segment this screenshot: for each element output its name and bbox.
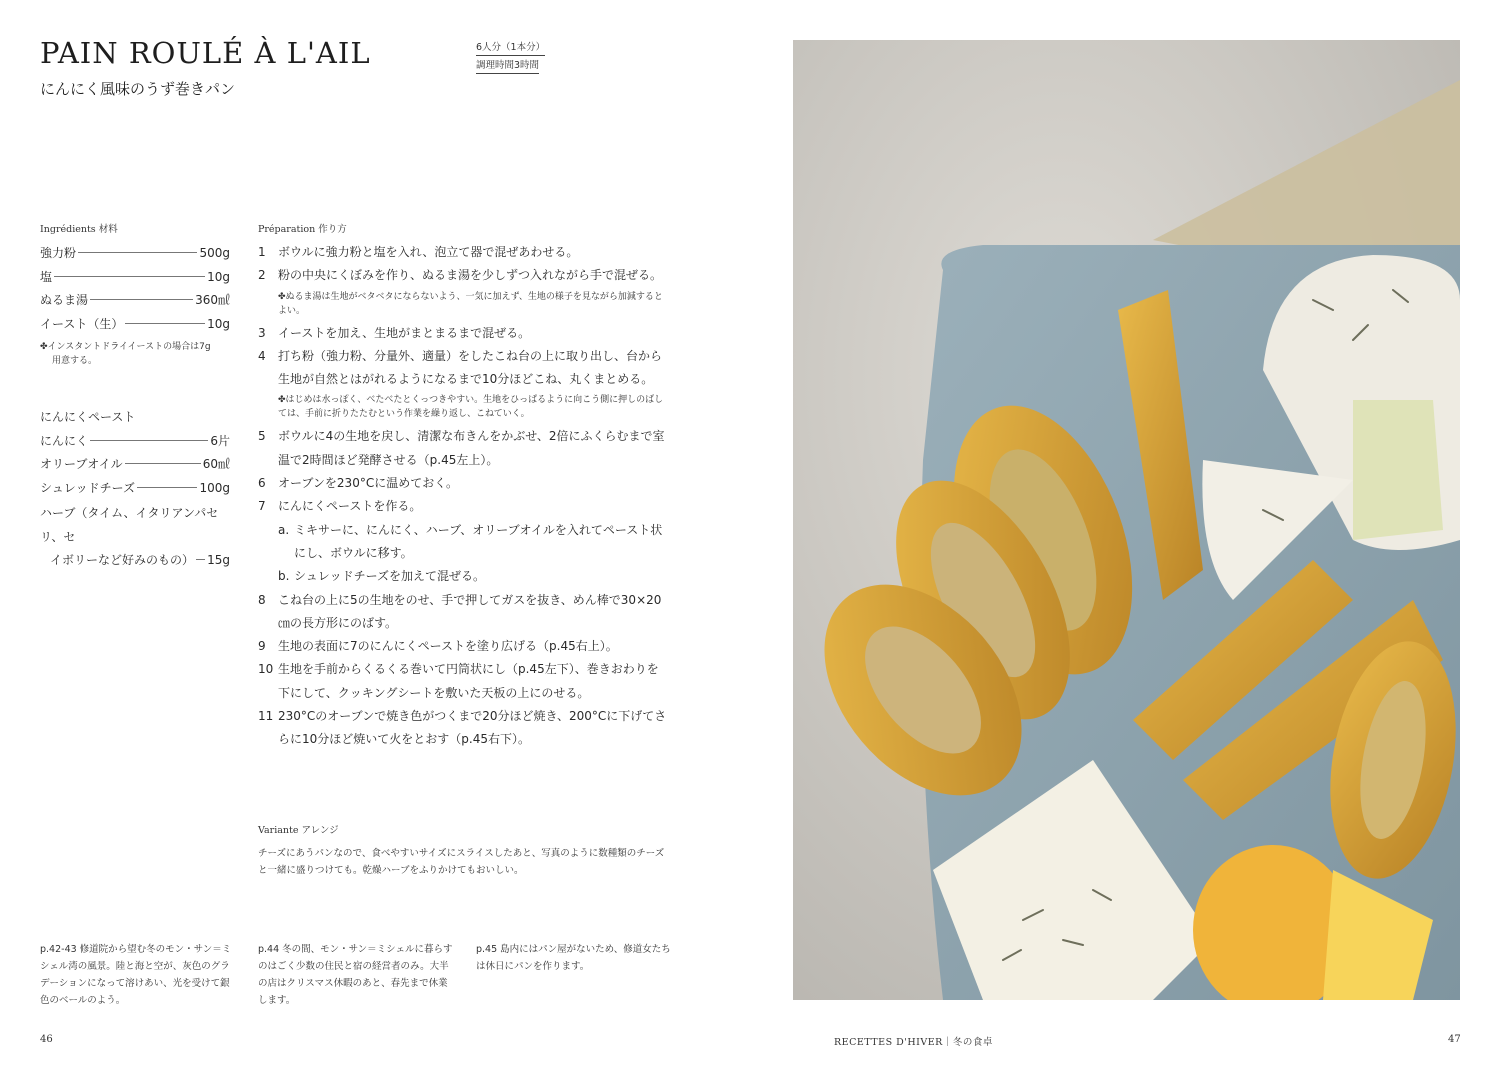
step-2: 2 粉の中央にくぼみを作り、ぬるま湯を少しずつ入れながら手で混ぜる。 ✤ぬるま湯は生地がベタベタにならないよう、一気に加えず、生地の様子を見ながら加減するとよい。 (258, 264, 670, 321)
step-3: 3 イーストを加え、生地がまとまるまで混ぜる。 (258, 325, 531, 340)
step-10: 10 生地を手前からくるくる巻いて円筒状にし（p.45左下）、巻きおわりを下にして、クッキングシートを敷いた天板の上にのせる。 (258, 662, 659, 700)
step-4: 4 打ち粉（強力粉、分量外、適量）をしたこね台の上に取り出し、台から生地が自然とはがれるようになるまで10分ほどこね、丸くまとめる。 ✤はじめは水っぽく、べたべたとくっつきやすい。生地をひっぱるように向こう側に押しのばしては、手前に折りたたむという作業を繰り返し、こねていく。 (258, 345, 670, 426)
ingredient-row: イースト（生） 10g (40, 316, 230, 331)
bread-cheese-photo (793, 40, 1460, 1000)
photo-illustration (793, 40, 1460, 1000)
preparation-heading: Préparation 作り方 (258, 224, 347, 235)
preparation-steps (258, 241, 670, 752)
caption-p44: p.44 冬の間、モン・サン＝ミシェルに暮らすのはごく少数の住民と宿の経営者のみ。大半の店はクリスマス休暇のあと、春先まで休業します。 (258, 944, 453, 1006)
variante-heading: Variante アレンジ (258, 825, 339, 836)
ingredient-row: ぬるま湯 360㎖ (40, 293, 230, 307)
step-9: 9 生地の表面に7のにんにくペーストを塗り広げる（p.45右上）。 (258, 639, 618, 654)
ingredient-row-herbs: ハーブ（タイム、イタリアンパセリ、セ イボリーなど好みのもの） 15g (40, 506, 230, 567)
variante-text: チーズにあうパンなので、食べやすいサイズにスライスしたあと、写真のように数種類のチーズと一緒に盛りつけても。乾燥ハーブをふりかけてもおいしい。 (258, 848, 665, 876)
substep-a: a. ミキサーに、にんにく、ハーブ、オリーブオイルを入れてペースト状にし、ボウルに移す。 (278, 522, 663, 560)
ingredients-heading: Ingrédients 材料 (40, 224, 118, 235)
ingredient-note: ✤インスタントドライイーストの場合は7g 用意する。 (40, 342, 211, 366)
step-6: 6 オーブンを230°Cに温めておく。 (258, 476, 458, 491)
cooking-time: 調理時間3時間 (476, 58, 539, 74)
substep-b: b. シュレッドチーズを加えて混ぜる。 (278, 569, 486, 584)
caption-p42-43: p.42-43 修道院から望む冬のモン・サン＝ミシェル湾の風景。陸と海と空が、灰色のグラデーションになって溶けあい、光を受けて銀色のベールのよう。 (40, 944, 232, 1006)
recipe-meta (476, 40, 545, 76)
step-8: 8 こね台の上に5の生地をのせ、手で押してガスを抜き、めん棒で30×20㎝の長方形にのばす。 (258, 592, 662, 630)
recipe-subtitle: にんにく風味のうず巻きパン (40, 80, 236, 98)
step-11: 11 230°Cのオーブンで焼き色がつくまで20分ほど焼き、200°Cに下げてさらに10分ほど焼いて火をとおす（p.45右下）。 (258, 709, 667, 747)
page-number-right: 47 (1448, 1034, 1461, 1045)
step-7: 7 にんにくペーストを作る。 (258, 499, 422, 514)
paste-heading: にんにくペースト (40, 410, 136, 424)
caption-p45: p.45 島内にはパン屋がないため、修道女たちは休日にパンを作ります。 (476, 944, 671, 972)
ingredient-row: にんにく 6片 (40, 433, 230, 448)
ingredient-row: オリーブオイル 60㎖ (40, 457, 230, 471)
servings: 6人分（1本分） (476, 40, 545, 56)
step-note: ✤はじめは水っぽく、べたべたとくっつきやすい。生地をひっぱるように向こう側に押しのばしては、手前に折りたたむという作業を繰り返し、こねていく。 (278, 395, 664, 420)
step-5: 5 ボウルに4の生地を戻し、清潔な布きんをかぶせ、2倍にふくらむまで室温で2時間ほど発酵させる（p.45左上）。 (258, 429, 665, 467)
step-note: ✤ぬるま湯は生地がベタベタにならないよう、一気に加えず、生地の様子を見ながら加減するとよい。 (278, 291, 663, 316)
page-number-left: 46 (40, 1034, 53, 1045)
step-1: 1 ボウルに強力粉と塩を入れ、泡立て器で混ぜあわせる。 (258, 245, 579, 259)
running-head: RECETTES D'HIVER｜冬の食卓 (834, 1037, 993, 1048)
recipe-title: PAIN ROULÉ À L'AIL (40, 36, 371, 70)
ingredients-list (40, 244, 230, 573)
ingredient-row: 塩 10g (40, 269, 230, 284)
ingredient-row: シュレッドチーズ 100g (40, 480, 230, 495)
ingredient-row: 強力粉 500g (40, 246, 230, 260)
